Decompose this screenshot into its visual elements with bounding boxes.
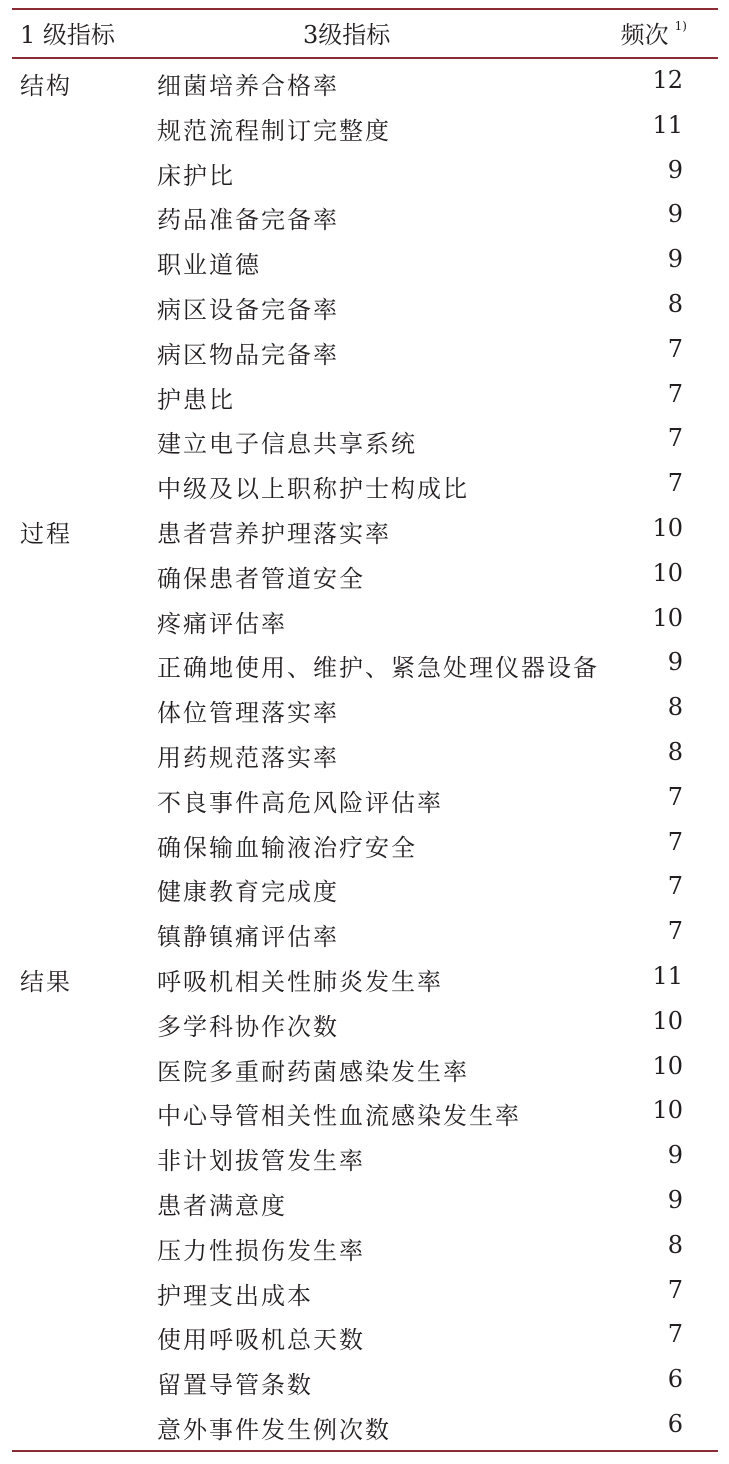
table-row [0, 640, 729, 685]
row-indicator: 正确地使用、维护、紧急处理仪器设备 [157, 654, 599, 683]
table-row [0, 1133, 729, 1178]
table-row [0, 58, 729, 103]
table-top-rule [12, 8, 718, 10]
table-row [0, 864, 729, 909]
table-row [0, 775, 729, 820]
row-indicator: 细菌培养合格率 [157, 72, 339, 100]
row-indicator: 病区物品完备率 [157, 340, 339, 369]
table-row [0, 416, 729, 461]
row-indicator: 确保输血输液治疗安全 [157, 833, 417, 862]
table-row [0, 1223, 729, 1268]
table-row [0, 909, 729, 954]
row-indicator: 疼痛评估率 [157, 609, 287, 638]
table-row [0, 461, 729, 506]
row-indicator: 医院多重耐药菌感染发生率 [157, 1057, 469, 1086]
table-row [0, 1357, 729, 1402]
table-row [0, 1402, 729, 1447]
row-indicator: 不良事件高危风险评估率 [157, 788, 443, 817]
table-row [0, 1088, 729, 1133]
row-indicator: 意外事件发生例次数 [157, 1415, 391, 1444]
row-frequency: 7 [667, 334, 683, 363]
table-row [0, 1268, 729, 1313]
row-indicator: 护患比 [157, 385, 235, 414]
table-row [0, 103, 729, 148]
table-header [0, 14, 729, 56]
row-indicator: 健康教育完成度 [157, 878, 339, 907]
table-row [0, 237, 729, 282]
row-frequency: 9 [667, 1141, 683, 1170]
row-indicator: 用药规范落实率 [157, 743, 339, 772]
table-row [0, 954, 729, 999]
row-indicator: 确保患者管道安全 [157, 564, 365, 593]
table-row [0, 372, 729, 417]
row-frequency: 8 [667, 737, 683, 766]
row-category: 结构 [20, 72, 72, 100]
row-frequency: 7 [667, 827, 683, 856]
row-frequency: 7 [667, 424, 683, 453]
row-frequency: 10 [652, 558, 683, 587]
row-indicator: 药品准备完备率 [157, 206, 339, 235]
row-indicator: 规范流程制订完整度 [157, 116, 391, 145]
row-indicator: 中级及以上职称护士构成比 [157, 475, 469, 504]
row-indicator: 职业道德 [157, 251, 261, 280]
row-frequency: 7 [667, 782, 683, 811]
header-frequency [620, 19, 687, 49]
row-indicator: 非计划拔管发生率 [157, 1147, 365, 1176]
row-frequency: 7 [667, 872, 683, 901]
table-body [0, 58, 729, 1447]
row-frequency: 7 [667, 379, 683, 408]
row-indicator: 床护比 [157, 161, 235, 190]
row-frequency: 7 [667, 917, 683, 946]
table-row [0, 820, 729, 865]
row-frequency: 12 [652, 66, 683, 94]
header-frequency-label: 频次 [620, 21, 669, 49]
row-indicator: 中心导管相关性血流感染发生率 [157, 1102, 521, 1131]
row-frequency: 7 [667, 1320, 683, 1349]
row-frequency: 9 [667, 1185, 683, 1214]
row-category: 过程 [20, 519, 72, 548]
header-level1: 1 级指标 [20, 21, 115, 49]
row-frequency: 8 [667, 289, 683, 318]
row-frequency: 6 [667, 1409, 683, 1438]
row-frequency: 8 [667, 1230, 683, 1259]
row-indicator: 留置导管条数 [157, 1371, 313, 1400]
table-row [0, 506, 729, 551]
table-bottom-rule [12, 1450, 718, 1452]
row-indicator: 使用呼吸机总天数 [157, 1326, 365, 1355]
row-frequency: 10 [652, 1096, 683, 1125]
row-indicator: 患者满意度 [157, 1191, 287, 1220]
table-row [0, 282, 729, 327]
table-row [0, 999, 729, 1044]
header-frequency-note: 1) [674, 19, 687, 33]
table-row [0, 596, 729, 641]
row-indicator: 体位管理落实率 [157, 699, 339, 728]
row-frequency: 11 [652, 961, 683, 990]
row-frequency: 6 [667, 1365, 683, 1394]
row-indicator: 压力性损伤发生率 [157, 1236, 365, 1265]
table-row [0, 327, 729, 372]
row-frequency: 10 [652, 513, 683, 542]
row-frequency: 11 [652, 110, 683, 139]
table-row [0, 1178, 729, 1223]
row-frequency: 9 [667, 245, 683, 274]
row-indicator: 护理支出成本 [157, 1281, 313, 1310]
table-row [0, 1044, 729, 1089]
row-frequency: 7 [667, 1275, 683, 1304]
row-frequency: 10 [652, 603, 683, 632]
table-row [0, 685, 729, 730]
row-indicator: 多学科协作次数 [157, 1012, 339, 1041]
table-row [0, 192, 729, 237]
row-indicator: 镇静镇痛评估率 [157, 923, 339, 952]
table-row [0, 551, 729, 596]
header-level3: 3级指标 [303, 21, 391, 49]
table-row [0, 1312, 729, 1357]
row-indicator: 呼吸机相关性肺炎发生率 [157, 967, 443, 996]
row-category: 结果 [20, 967, 72, 996]
row-indicator: 建立电子信息共享系统 [157, 430, 417, 459]
row-frequency: 9 [667, 648, 683, 677]
row-frequency: 10 [652, 1006, 683, 1035]
row-frequency: 9 [667, 200, 683, 229]
row-indicator: 患者营养护理落实率 [157, 519, 391, 548]
row-frequency: 7 [667, 469, 683, 498]
table-row [0, 148, 729, 193]
table-row [0, 730, 729, 775]
row-frequency: 9 [667, 155, 683, 184]
row-frequency: 10 [652, 1051, 683, 1080]
row-indicator: 病区设备完备率 [157, 295, 339, 324]
row-frequency: 8 [667, 693, 683, 722]
